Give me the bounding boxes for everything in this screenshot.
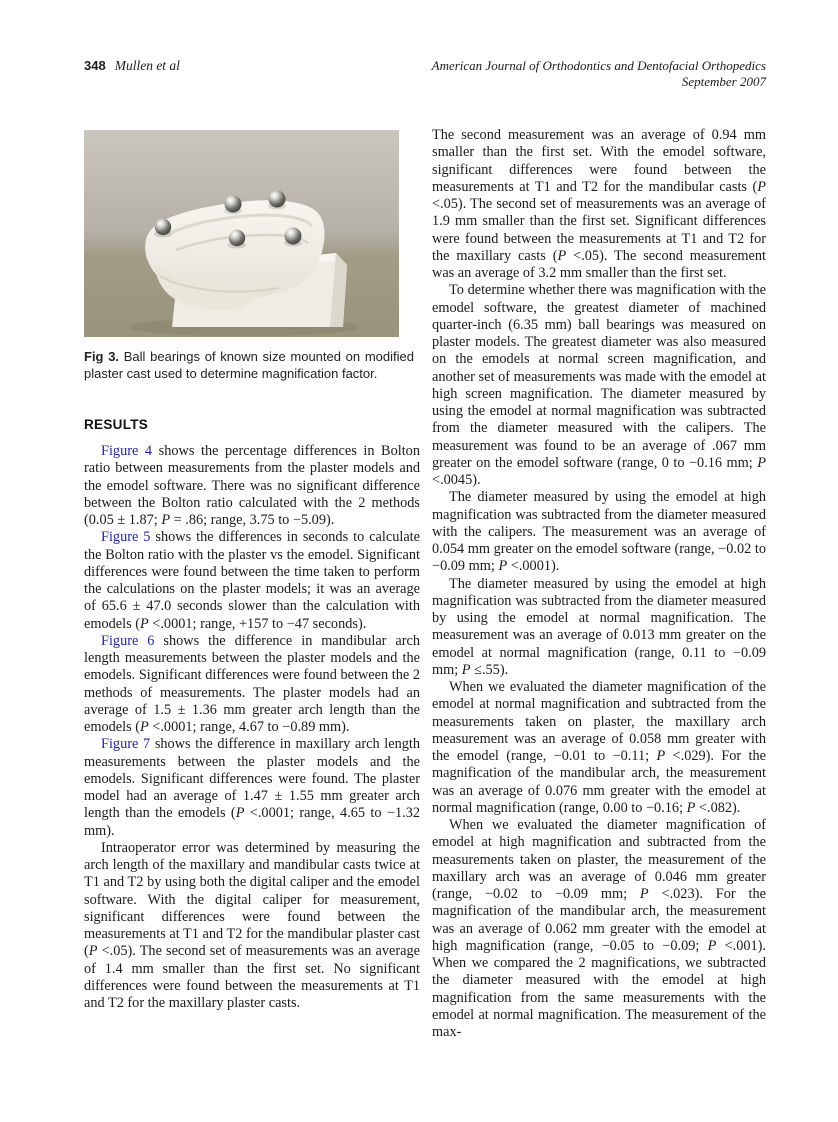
statistic-p-symbol: P [757, 178, 766, 195]
text-run: <.0045). [432, 472, 481, 488]
paragraph [432, 489, 766, 575]
section-heading-results: RESULTS [84, 417, 149, 432]
figure-caption [84, 349, 414, 382]
paragraph [432, 282, 766, 489]
journal-title: American Journal of Orthodontics and Dentofacial Orthopedics [431, 58, 766, 73]
paragraph [432, 576, 766, 680]
page-header [84, 58, 766, 89]
text-run: shows the differences in seconds to calculate the Bolton ratio with the plaster vs the emodel. Significant differences were found between the time taken to perform the calculations on the plaster models; it was an average of 65.6 ± 47.0 seconds slower than the calculation with emodels ( [84, 529, 420, 632]
text-run: <.0001; range, 4.67 to −0.89 mm). [148, 719, 350, 735]
text-run: <.0001; range, 4.65 to −1.32 mm). [84, 805, 420, 839]
paragraph [432, 127, 766, 282]
running-head-right [432, 58, 766, 89]
paragraph [84, 633, 420, 737]
text-run: The second measurement was an average of 0.94 mm smaller than the first set. With the emodel software, significant differences were found between the measurements at T1 and T2 for the mandibular casts ( [432, 127, 766, 195]
paragraph [84, 529, 420, 633]
text-run: To determine whether there was magnification with the emodel software, the greatest diameter of machined quarter-inch (6.35 mm) ball bearings was measured on plaster models. The greatest diameter was also measured on the emodels at normal screen magnification, and another set of measurements was made with the emodel at high screen magnification. The diameter measured by using the emodel at normal magnification was subtracted from the diameter measured with the calipers. The measurement was found to be an average of .067 mm greater on the emodel software (range, 0 to −0.16 mm; [432, 282, 766, 471]
statistic-p-symbol: P [498, 558, 508, 575]
paragraph [84, 840, 420, 1013]
figure-caption-text: Ball bearings of known size mounted on modified plaster cast used to determine magnification factor. [84, 349, 414, 381]
text-run: <.05). The second set of measurements was an average of 1.9 mm smaller than the first set. Significant differences were found between the measurements at T1 and T2 for the maxillary casts ( [432, 196, 766, 264]
text-run: The diameter measured by using the emodel at high magnification was subtracted from the diameter measured by using the emodel at normal magnification. The measurement was an average of 0.013 mm greater on the emodel at normal magnification (range, 0.11 to −0.09 mm; [432, 575, 766, 678]
statistic-p-symbol: P [235, 805, 245, 822]
statistic-p-symbol: P [656, 748, 666, 764]
left-column [84, 127, 420, 1041]
figure-reference-link[interactable]: Figure 4 [101, 443, 153, 459]
paragraph [432, 817, 766, 1041]
text-run: <.05). The second measurement was an average of 3.2 mm smaller than the first set. [432, 247, 767, 281]
text-run: <.05). The second set of measurements was an average of 1.4 mm smaller than the first set. No significant differences were found between the measurements at T1 and T2 for the maxillary plaster casts. [84, 943, 420, 1011]
two-column-body [84, 127, 766, 1041]
text-run: <.023). For the magnification of the mandibular arch, the measurement was an average of 0.062 mm greater with the emodel at high magnification (range, −0.05 to −0.09; [432, 886, 766, 954]
paragraph [84, 443, 420, 529]
paragraph [432, 679, 766, 817]
paragraph [84, 736, 420, 840]
text-run: ≤.55). [470, 661, 509, 678]
figure-caption-label: Fig 3. [84, 349, 120, 364]
right-column [432, 127, 766, 1041]
text-run: <.0001; range, +157 to −47 seconds). [148, 615, 367, 632]
text-run: <.0001). [507, 558, 560, 575]
text-run: The diameter measured by using the emodel at high magnification was subtracted from the diameter measured with the calipers. The measurement was an average of 0.054 mm greater on the emodel software (range, −0.02 to −0.09 mm; [432, 489, 766, 575]
statistic-p-symbol: P [88, 943, 98, 960]
right-column-paragraphs [432, 127, 766, 1041]
text-run: <.082). [695, 799, 741, 816]
statistic-p-symbol: P [461, 661, 471, 678]
statistic-p-symbol: P [557, 247, 567, 264]
text-run: shows the difference in maxillary arch length measurements between the plaster models and the emodels. Significant differences were found. The plaster model had an average of 1.47 ± 1.55 mm greater arch length than the emodels ( [84, 736, 420, 822]
authors: Mullen et al [114, 58, 180, 73]
figure-photo [84, 130, 399, 337]
statistic-p-symbol: P [139, 615, 149, 632]
text-run: <.001). When we compared the 2 magnifications, we subtracted the diameter measured with the emodel at high magnification from the same measurements with the emodel at normal magnification. The measurement of the max- [432, 937, 767, 1040]
text-run: When we evaluated the diameter magnification of emodel at high magnification and subtracted from the measurements taken on plaster, the measurement of the maxillary arch was an average of 0.046 mm greater (range, −0.02 to −0.09 mm; [432, 817, 766, 902]
statistic-p-symbol: P [686, 799, 696, 816]
journal-issue-date: September 2007 [681, 73, 766, 89]
statistic-p-symbol: P [757, 454, 766, 471]
text-run: shows the percentage differences in Bolton ratio between measurements from the plaster models and the emodel software. There was no significant difference between the Bolton ratio calculated with the 2 methods (0.05 ± 1.87; [84, 443, 420, 528]
text-run: Intraoperator error was determined by measuring the arch length of the maxillary and mandibular casts twice at T1 and T2 by using both the digital caliper and the emodel software. With the digital caliper for measurement, significant differences were found between the measurements at T1 and T2 for the mandibular plaster cast ( [84, 839, 420, 960]
statistic-p-symbol: P [161, 512, 171, 528]
statistic-p-symbol: P [707, 937, 717, 954]
plaster-cast-illustration [84, 130, 399, 337]
text-run: When we evaluated the diameter magnification of the emodel at normal magnification and subtracted from the measurements taken on plaster, the maxillary arch measurement was an average of 0.058 mm greater with the emodel (range, −0.01 to −0.11; [432, 679, 766, 764]
figure-reference-link[interactable]: Figure 6 [101, 632, 155, 649]
page-number: 348 [84, 58, 106, 73]
figure-reference-link[interactable]: Figure 7 [101, 736, 151, 753]
left-column-paragraphs [84, 443, 420, 1012]
statistic-p-symbol: P [139, 719, 149, 735]
text-run: = .86; range, 3.75 to −5.09). [170, 512, 335, 528]
figure-reference-link[interactable]: Figure 5 [101, 529, 151, 546]
text-run: shows the difference in mandibular arch length measurements between the plaster models and the emodels. Significant differences were found between the 2 methods of measurements. The plaster models had an average of 1.5 ± 1.36 mm greater arch length than the emodels ( [84, 632, 420, 735]
text-run: <.029). For the magnification of the mandibular arch, the measurement was an average of 0.076 mm greater with the emodel at normal magnification (range, 0.00 to −0.16; [432, 748, 766, 816]
statistic-p-symbol: P [639, 886, 649, 902]
running-head-left [84, 58, 180, 73]
